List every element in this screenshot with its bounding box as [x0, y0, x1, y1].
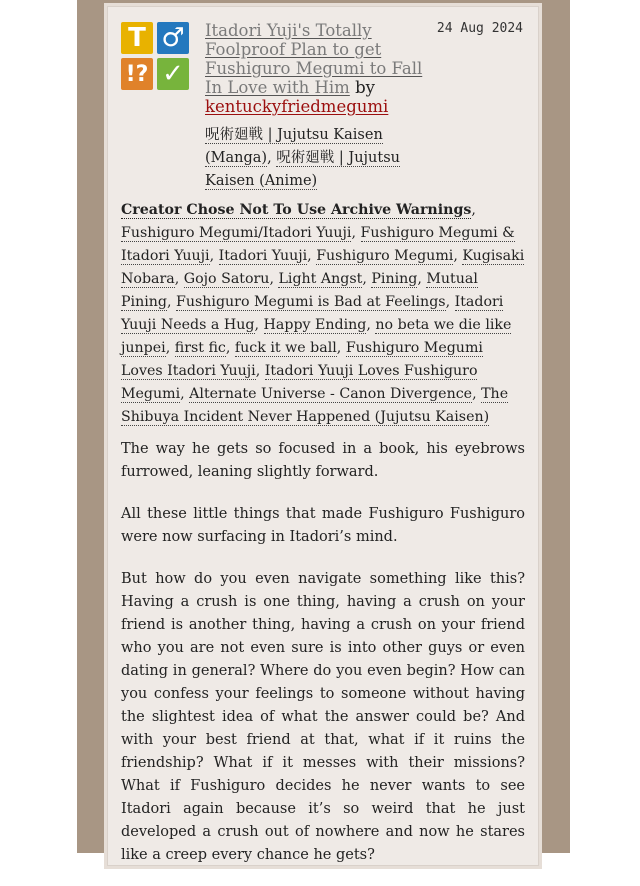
by-label: by	[355, 78, 375, 97]
fandom-link[interactable]: 呪術廻戦 | Jujutsu Kaisen (Anime)	[205, 150, 400, 189]
warning-choose-not-icon[interactable]: !?	[121, 58, 153, 90]
tag-link[interactable]: Happy Ending	[263, 317, 367, 333]
tag-link[interactable]: Light Angst	[278, 271, 363, 287]
tag-link[interactable]: Fushiguro Megumi	[316, 248, 454, 264]
fandom-list: 呪術廻戦 | Jujutsu Kaisen (Manga), 呪術廻戦 | Jujutsu Kaisen (Anime)	[205, 127, 400, 189]
work-summary	[121, 438, 525, 886]
publish-date: 24 Aug 2024	[436, 21, 523, 36]
tag-link[interactable]: Fushiguro Megumi & Itadori Yuuji	[121, 225, 515, 264]
work-heading	[205, 21, 441, 116]
tag-link[interactable]: Itadori Yuuji	[218, 248, 308, 264]
tag-link[interactable]: Fushiguro Megumi Loves Itadori Yuuji	[121, 340, 483, 379]
summary-paragraph: The way he gets so focused in a book, his eyebrows furrowed, leaning slightly forward.	[121, 441, 525, 480]
rating-teen-icon[interactable]: T	[121, 22, 153, 54]
tag-link[interactable]: Gojo Satoru	[183, 271, 270, 287]
tag-link[interactable]: Fushiguro Megumi is Bad at Feelings	[176, 294, 446, 310]
fandom-link[interactable]: 呪術廻戦 | Jujutsu Kaisen (Manga)	[205, 127, 383, 166]
tag-link[interactable]: Kugisaki Nobara	[121, 248, 525, 287]
summary-paragraph: All these little things that made Fushiguro Fushiguro were now surfacing in Itadori’s mind.	[121, 506, 525, 545]
tag-link[interactable]: Itadori Yuuji Needs a Hug	[121, 294, 504, 333]
tag-link[interactable]: first fic	[174, 340, 226, 356]
tag-link[interactable]: Fushiguro Megumi/Itadori Yuuji	[121, 225, 352, 241]
archive-warning-tag[interactable]: Creator Chose Not To Use Archive Warnings	[121, 202, 472, 218]
tag-link[interactable]: Mutual Pining	[121, 271, 478, 310]
tag-link[interactable]: The Shibuya Incident Never Happened (Jujutsu Kaisen)	[121, 386, 509, 425]
tag-link[interactable]: Pining	[371, 271, 418, 287]
author-link[interactable]: kentuckyfriedmegumi	[205, 97, 389, 116]
tag-link[interactable]: fuck it we ball	[234, 340, 337, 356]
category-mm-icon[interactable]: ♂	[157, 22, 189, 54]
complete-check-icon[interactable]: ✓	[157, 58, 189, 90]
tag-link[interactable]: Itadori Yuuji Loves Fushiguro Megumi	[121, 363, 478, 402]
summary-paragraph: But how do you even navigate something like this? Having a crush is one thing, having a crush on your friend is another thing, having a crush on your friend who you are not even sure is into other guys or even dating in general? Where do you even begin? How can you confess your feelings to someone without having the slightest idea of what the answer could be? And with your best friend at that, what if it ruins the friendship? What if it messes with their missions? What if Fushiguro decides he never wants to see Itadori again because it’s so weird that he just developed a crush out of nowhere and now he stares like a creep every chance he gets?	[121, 571, 525, 863]
tag-link[interactable]: no beta we die like junpei	[121, 317, 512, 356]
required-tags[interactable]	[121, 22, 191, 92]
work-title-link[interactable]: Itadori Yuji's Totally Foolproof Plan to get Fushiguro Megumi to Fall In Love with Him	[205, 21, 423, 97]
tag-list: Creator Chose Not To Use Archive Warnings, Fushiguro Megumi/Itadori Yuuji, Fushiguro Megumi & Itadori Yuuji, Itadori Yuuji, Fushiguro Megumi, Kugisaki Nobara, Gojo Satoru, Light Angst, Pining, Mutual Pining, Fushiguro Megumi is Bad at Feelings, Itadori Yuuji Needs a Hug, Happy Ending, no beta we die like junpei, first fic, fuck it we ball, Fushiguro Megumi Loves Itadori Yuuji, Itadori Yuuji Loves Fushiguro Megumi, Alternate Universe - Canon Divergence, The Shibuya Incident Never Happened (Jujutsu Kaisen)	[121, 202, 525, 425]
work-blurb	[107, 6, 539, 866]
tag-link[interactable]: Alternate Universe - Canon Divergence	[189, 386, 473, 402]
